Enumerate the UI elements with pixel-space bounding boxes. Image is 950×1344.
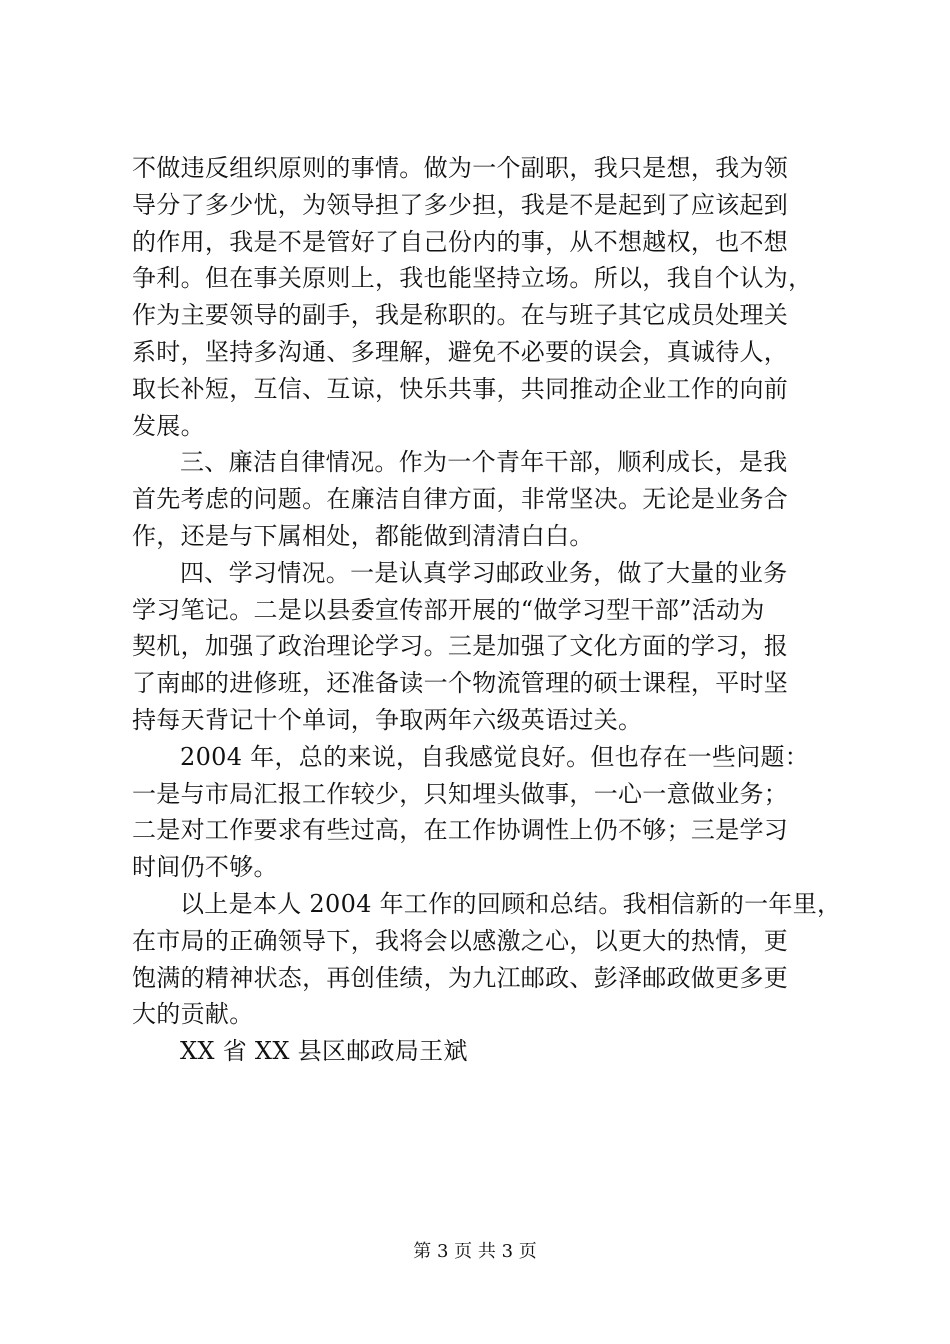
text-line: 争利。但在事关原则上，我也能坚持立场。所以，我自个认为， [132,264,813,293]
text-line: 了南邮的进修班，还准备读一个物流管理的硕士课程，平时坚 [132,669,789,698]
document-body [132,150,842,1070]
text-line: 大的贡献。 [132,1000,254,1029]
paragraph-start-line: 三、廉洁自律情况。作为一个青年干部，顺利成长，是我 [180,448,788,477]
text-line: 时间仍不够。 [132,853,278,882]
text-line: 作为主要领导的副手，我是称职的。在与班子其它成员处理关 [132,301,789,330]
text-line: 持每天背记十个单词，争取两年六级英语过关。 [132,705,643,734]
text-line: 学习笔记。二是以县委宣传部开展的“做学习型干部”活动为 [132,595,765,624]
page-number-footer: 第 3 页 共 3 页 [413,1241,537,1262]
text-line: 系时，坚持多沟通、多理解，避免不必要的误会，真诚待人， [132,337,789,366]
text-line: 契机，加强了政治理论学习。三是加强了文化方面的学习，报 [132,632,789,661]
paragraph-start-line: 以上是本人 2004 年工作的回顾和总结。我相信新的一年里， [180,889,842,918]
text-line: 的作用，我是不是管好了自己份内的事，从不想越权，也不想 [132,227,789,256]
text-line: 一是与市局汇报工作较少，只知埋头做事，一心一意做业务； [132,779,789,808]
text-line: 不做违反组织原则的事情。做为一个副职，我只是想，我为领 [132,154,789,182]
paragraph-start-line: 2004 年，总的来说，自我感觉良好。但也存在一些问题： [180,742,810,771]
text-line: 首先考虑的问题。在廉洁自律方面，非常坚决。无论是业务合 [132,485,789,514]
text-line: 发展。 [132,411,205,440]
paragraph-start-line: 四、学习情况。一是认真学习邮政业务，做了大量的业务 [180,558,788,587]
text-line: 作，还是与下属相处，都能做到清清白白。 [132,521,594,550]
signature-line: XX 省 XX 县区邮政局王斌 [180,1037,468,1066]
text-line: 二是对工作要求有些过高，在工作协调性上仍不够；三是学习 [132,816,789,845]
text-line: 饱满的精神状态，再创佳绩，为九江邮政、彭泽邮政做更多更 [132,963,789,992]
text-line: 导分了多少忧，为领导担了多少担，我是不是起到了应该起到 [132,190,789,219]
text-line: 取长补短，互信、互谅，快乐共事，共同推动企业工作的向前 [132,374,789,403]
text-line: 在市局的正确领导下，我将会以感激之心，以更大的热情，更 [132,926,789,955]
